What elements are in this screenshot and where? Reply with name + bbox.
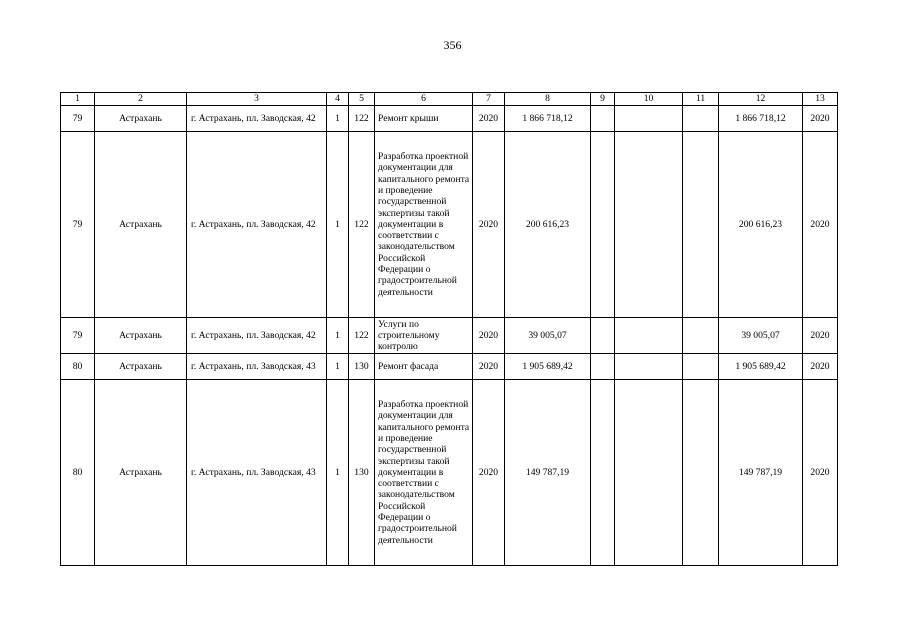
row-amount: 149 787,19 [505, 380, 591, 566]
header-cell: 1 [61, 93, 95, 106]
table-row [61, 318, 838, 354]
row-year-end: 2020 [803, 380, 838, 566]
row-amount: 1 866 718,12 [505, 106, 591, 132]
header-cell: 9 [591, 93, 615, 106]
row-col9 [591, 380, 615, 566]
row-amount: 1 905 689,42 [505, 354, 591, 380]
row-number: 79 [61, 318, 95, 354]
row-year: 2020 [473, 106, 505, 132]
row-year-end: 2020 [803, 354, 838, 380]
header-cell: 3 [187, 93, 327, 106]
table-row [61, 132, 838, 318]
table-row [61, 380, 838, 566]
row-year-end: 2020 [803, 318, 838, 354]
row-work-type: Ремонт фасада [375, 354, 473, 380]
row-col9 [591, 354, 615, 380]
row-col4: 1 [327, 354, 349, 380]
row-col9 [591, 106, 615, 132]
row-total: 200 616,23 [719, 132, 803, 318]
header-cell: 11 [683, 93, 719, 106]
row-col4: 1 [327, 106, 349, 132]
row-city: Астрахань [95, 132, 187, 318]
row-col11 [683, 132, 719, 318]
row-work-type: Разработка проектной документации для капитального ремонта и проведение государственной экспертизы такой документации в соответствии с законодательством Российской Федерации о градостроительной деятельности [375, 132, 473, 318]
row-address: г. Астрахань, пл. Заводская, 43 [187, 380, 327, 566]
table-row [61, 106, 838, 132]
row-col9 [591, 132, 615, 318]
row-total: 39 005,07 [719, 318, 803, 354]
works-table [60, 92, 838, 566]
header-cell: 4 [327, 93, 349, 106]
row-col5: 130 [349, 354, 375, 380]
row-col4: 1 [327, 380, 349, 566]
row-col4: 1 [327, 318, 349, 354]
header-cell: 10 [615, 93, 683, 106]
row-city: Астрахань [95, 106, 187, 132]
row-total: 1 905 689,42 [719, 354, 803, 380]
row-year: 2020 [473, 318, 505, 354]
row-number: 79 [61, 132, 95, 318]
row-col11 [683, 106, 719, 132]
row-col10 [615, 106, 683, 132]
row-col5: 122 [349, 132, 375, 318]
row-amount: 200 616,23 [505, 132, 591, 318]
row-col9 [591, 318, 615, 354]
row-total: 149 787,19 [719, 380, 803, 566]
header-cell: 7 [473, 93, 505, 106]
table-row [61, 354, 838, 380]
row-col11 [683, 354, 719, 380]
row-work-type: Услуги по строительному контролю [375, 318, 473, 354]
row-col5: 130 [349, 380, 375, 566]
row-total: 1 866 718,12 [719, 106, 803, 132]
row-work-type: Ремонт крыши [375, 106, 473, 132]
header-row [61, 93, 838, 106]
header-cell: 12 [719, 93, 803, 106]
row-address: г. Астрахань, пл. Заводская, 42 [187, 318, 327, 354]
row-number: 80 [61, 380, 95, 566]
row-address: г. Астрахань, пл. Заводская, 42 [187, 106, 327, 132]
header-cell: 13 [803, 93, 838, 106]
row-address: г. Астрахань, пл. Заводская, 43 [187, 354, 327, 380]
row-city: Астрахань [95, 318, 187, 354]
row-city: Астрахань [95, 354, 187, 380]
header-cell: 8 [505, 93, 591, 106]
row-number: 80 [61, 354, 95, 380]
row-year: 2020 [473, 354, 505, 380]
row-amount: 39 005,07 [505, 318, 591, 354]
row-year-end: 2020 [803, 106, 838, 132]
row-year: 2020 [473, 380, 505, 566]
header-cell: 2 [95, 93, 187, 106]
row-address: г. Астрахань, пл. Заводская, 42 [187, 132, 327, 318]
row-work-type: Разработка проектной документации для капитального ремонта и проведение государственной экспертизы такой документации в соответствии с законодательством Российской Федерации о градостроительной деятельности [375, 380, 473, 566]
row-city: Астрахань [95, 380, 187, 566]
row-col5: 122 [349, 106, 375, 132]
page-number: 356 [443, 38, 462, 52]
row-col10 [615, 354, 683, 380]
row-col11 [683, 380, 719, 566]
row-year-end: 2020 [803, 132, 838, 318]
row-col4: 1 [327, 132, 349, 318]
header-cell: 5 [349, 93, 375, 106]
row-col10 [615, 318, 683, 354]
row-col10 [615, 380, 683, 566]
row-col5: 122 [349, 318, 375, 354]
header-cell: 6 [375, 93, 473, 106]
row-number: 79 [61, 106, 95, 132]
row-year: 2020 [473, 132, 505, 318]
row-col11 [683, 318, 719, 354]
row-col10 [615, 132, 683, 318]
